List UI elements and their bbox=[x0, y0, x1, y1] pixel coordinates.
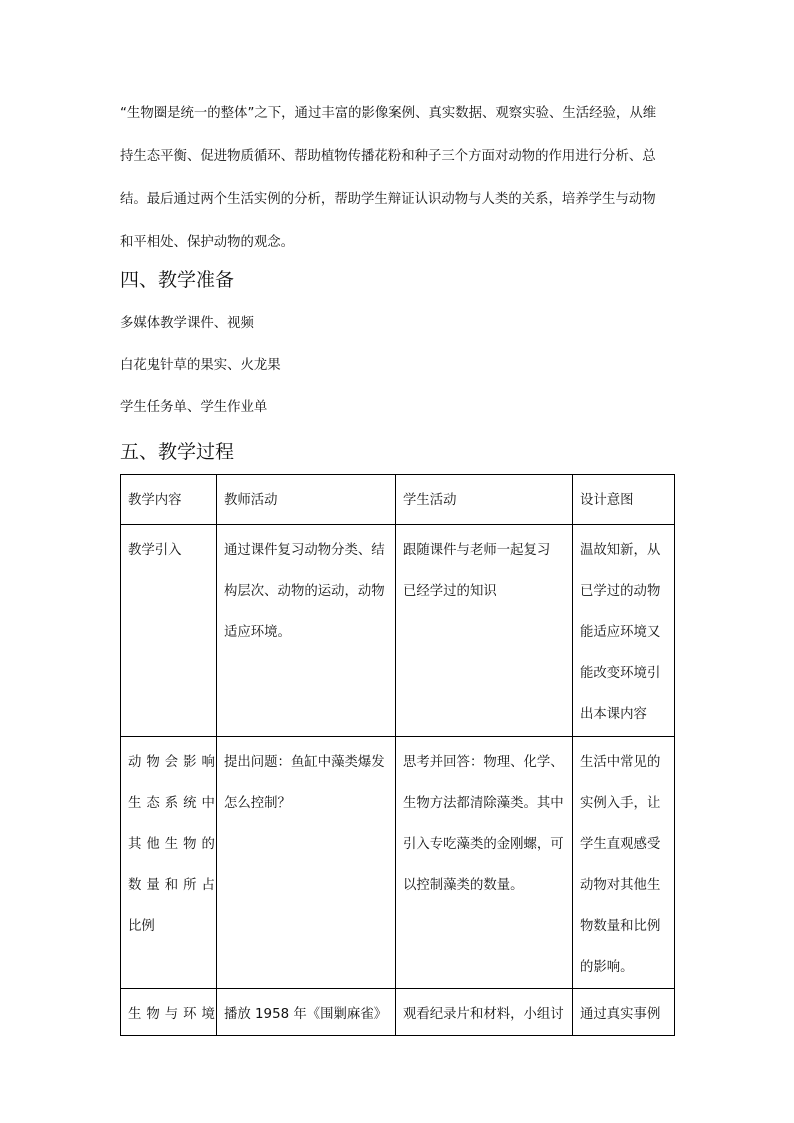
cell-line: 其他生物的 bbox=[128, 837, 220, 852]
cell-line: 跟随课件与老师一起复习 bbox=[403, 543, 551, 558]
section-heading-process: 五、教学过程 bbox=[120, 441, 235, 463]
cell-intent bbox=[573, 525, 675, 737]
cell-line: 出本课内容 bbox=[580, 707, 647, 722]
table-row bbox=[121, 989, 675, 1036]
cell-content bbox=[121, 737, 220, 989]
cell-line: 已经学过的知识 bbox=[403, 584, 497, 599]
cell-student bbox=[396, 525, 573, 737]
cell-content bbox=[121, 989, 220, 1036]
cell-line: 通过课件复习动物分类、结 bbox=[224, 543, 385, 558]
header-cell-intent: 设计意图 bbox=[573, 475, 675, 525]
preparation-item: 多媒体教学课件、视频 bbox=[120, 316, 254, 331]
cell-line: 生态系统中 bbox=[128, 796, 220, 811]
cell-line: 能改变环境引 bbox=[580, 666, 661, 681]
cell-line: 适应环境。 bbox=[224, 625, 291, 640]
cell-line: 通过真实事例 bbox=[580, 1007, 661, 1022]
cell-line: 动物会影响 bbox=[128, 755, 220, 770]
paragraph-line: 和平相处、保护动物的观念。 bbox=[120, 235, 295, 250]
cell-line: 已学过的动物 bbox=[580, 584, 661, 599]
cell-line: 的影响。 bbox=[580, 960, 634, 975]
table-row bbox=[121, 737, 675, 989]
cell-line: 比例 bbox=[128, 919, 155, 934]
cell-student bbox=[396, 737, 573, 989]
cell-line: 生物方法都清除藻类。其中 bbox=[403, 796, 564, 811]
cell-line: 以控制藻类的数量。 bbox=[403, 878, 524, 893]
paragraph-line: “生物圈是统一的整体”之下，通过丰富的影像案例、真实数据、观察实验、生活经验，从维 bbox=[120, 106, 657, 121]
paragraph-line: 持生态平衡、促进物质循环、帮助植物传播花粉和种子三个方面对动物的作用进行分析、总 bbox=[120, 149, 656, 164]
cell-line: 播放 1958 年《围剿麻雀》 bbox=[224, 1007, 388, 1022]
cell-line: 引入专吃藻类的金刚螺，可 bbox=[403, 837, 564, 852]
teaching-process-table bbox=[120, 474, 675, 1036]
section-heading-preparation: 四、教学准备 bbox=[120, 269, 235, 291]
cell-line: 提出问题：鱼缸中藻类爆发 bbox=[224, 755, 385, 770]
intro-paragraph bbox=[120, 92, 675, 264]
header-cell-student: 学生活动 bbox=[396, 475, 573, 525]
cell-intent bbox=[573, 737, 675, 989]
cell-line: 能适应环境又 bbox=[580, 625, 661, 640]
table-row bbox=[121, 525, 675, 737]
cell-line: 实例入手，让 bbox=[580, 796, 661, 811]
cell-intent bbox=[573, 989, 675, 1036]
cell-line: 物数量和比例 bbox=[580, 919, 661, 934]
header-cell-content: 教学内容 bbox=[121, 475, 217, 525]
cell-line: 温故知新，从 bbox=[580, 543, 661, 558]
cell-line: 动物对其他生 bbox=[580, 878, 661, 893]
cell-content bbox=[121, 525, 217, 737]
preparation-item: 白花鬼针草的果实、火龙果 bbox=[120, 358, 281, 373]
preparation-item: 学生任务单、学生作业单 bbox=[120, 400, 268, 415]
cell-line: 构层次、动物的运动，动物 bbox=[224, 584, 385, 599]
cell-student bbox=[396, 989, 573, 1036]
paragraph-line: 结。最后通过两个生活实例的分析，帮助学生辩证认识动物与人类的关系，培养学生与动物 bbox=[120, 192, 656, 207]
cell-line: 生物与环境 bbox=[128, 1007, 220, 1022]
cell-line: 思考并回答：物理、化学、 bbox=[403, 755, 564, 770]
cell-line: 观看纪录片和材料，小组讨 bbox=[403, 1007, 564, 1022]
header-cell-teacher: 教师活动 bbox=[217, 475, 396, 525]
cell-line: 怎么控制？ bbox=[224, 796, 291, 811]
cell-teacher bbox=[217, 737, 396, 989]
cell-line: 教学引入 bbox=[128, 543, 182, 558]
table-header-row bbox=[121, 475, 675, 525]
cell-line: 学生直观感受 bbox=[580, 837, 661, 852]
cell-line: 数量和所占 bbox=[128, 878, 220, 893]
cell-teacher bbox=[217, 989, 396, 1036]
cell-line: 生活中常见的 bbox=[580, 755, 661, 770]
cell-teacher bbox=[217, 525, 396, 737]
document-page bbox=[120, 92, 675, 1036]
